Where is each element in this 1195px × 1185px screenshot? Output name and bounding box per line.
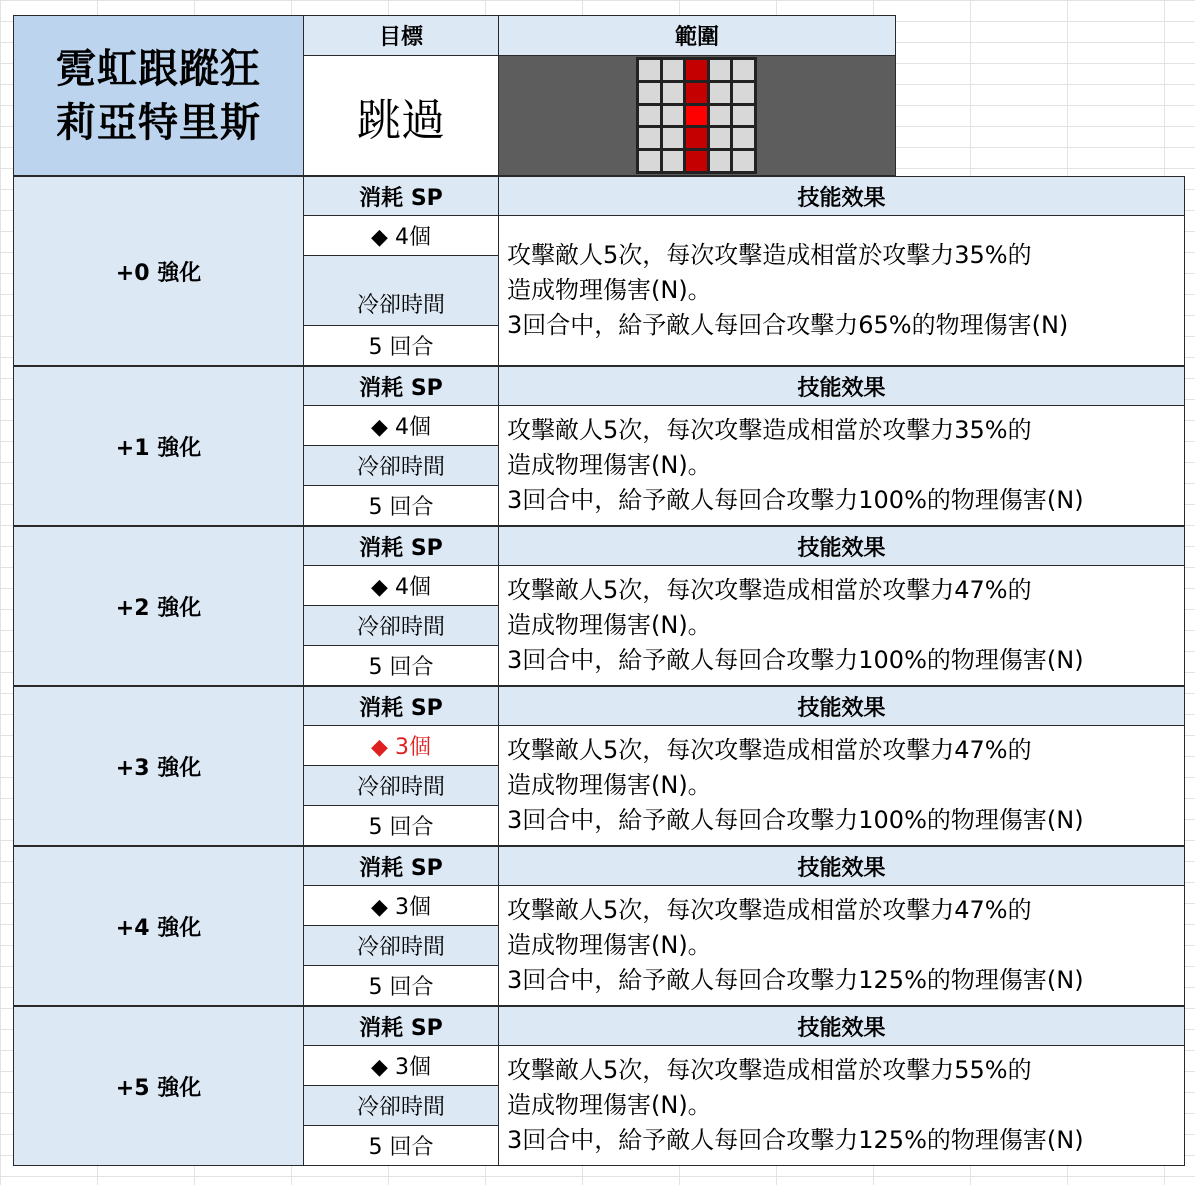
effect-text[interactable] (498, 405, 1185, 526)
area-tile (710, 128, 731, 148)
effect-line: 造成物理傷害(N)。 (507, 276, 712, 304)
area-tile (733, 83, 754, 103)
cooldown-label[interactable]: 冷卻時間 (303, 605, 499, 646)
area-tile (710, 60, 731, 80)
level-label[interactable]: +2 強化 (13, 526, 304, 686)
effect-header[interactable]: 技能效果 (498, 176, 1185, 216)
cooldown-turns[interactable]: 5 回合 (303, 965, 499, 1006)
level-label[interactable]: +0 強化 (13, 176, 304, 366)
area-tile (733, 60, 754, 80)
area-tile (663, 128, 684, 148)
effect-header[interactable]: 技能效果 (498, 846, 1185, 886)
sp-header[interactable]: 消耗 SP (303, 526, 499, 566)
area-tile-hit (686, 128, 707, 148)
cooldown-label[interactable]: 冷卻時間 (303, 445, 499, 486)
effect-lines (507, 893, 1084, 998)
cooldown-label[interactable]: 冷卻時間 (303, 1085, 499, 1126)
sp-cost[interactable]: ◆ 3個 (303, 885, 499, 926)
sp-header[interactable]: 消耗 SP (303, 846, 499, 886)
skill-name-line1: 霓虹跟蹤狂 (56, 45, 261, 92)
effect-text[interactable] (498, 1045, 1185, 1166)
area-tile (663, 106, 684, 126)
effect-line: 3回合中，給予敵人每回合攻擊力100%的物理傷害(N) (507, 486, 1084, 514)
target-header[interactable]: 目標 (303, 15, 499, 56)
effect-line: 造成物理傷害(N)。 (507, 1091, 712, 1119)
effect-line: 3回合中，給予敵人每回合攻擊力65%的物理傷害(N) (507, 311, 1069, 339)
effect-line: 攻擊敵人5次，每次攻擊造成相當於攻擊力47%的 (507, 896, 1032, 924)
area-tile-hit (686, 151, 707, 171)
effect-line: 造成物理傷害(N)。 (507, 931, 712, 959)
area-tile (710, 151, 731, 171)
area-pattern (636, 57, 757, 174)
area-header[interactable]: 範圍 (498, 15, 896, 56)
effect-line: 3回合中，給予敵人每回合攻擊力125%的物理傷害(N) (507, 1126, 1084, 1154)
effect-header[interactable]: 技能效果 (498, 1006, 1185, 1046)
effect-text[interactable] (498, 725, 1185, 846)
area-tile (733, 106, 754, 126)
effect-line: 攻擊敵人5次，每次攻擊造成相當於攻擊力35%的 (507, 241, 1032, 269)
effect-text[interactable] (498, 885, 1185, 1006)
effect-line: 造成物理傷害(N)。 (507, 611, 712, 639)
sp-cost[interactable]: ◆ 4個 (303, 565, 499, 606)
sp-header[interactable]: 消耗 SP (303, 366, 499, 406)
area-tile (639, 106, 660, 126)
target-value[interactable]: 跳過 (303, 55, 499, 176)
area-tile (733, 151, 754, 171)
effect-text[interactable] (498, 215, 1185, 366)
area-tile-hit (686, 60, 707, 80)
sp-header[interactable]: 消耗 SP (303, 176, 499, 216)
area-tile (710, 83, 731, 103)
level-label[interactable]: +4 強化 (13, 846, 304, 1006)
effect-line: 造成物理傷害(N)。 (507, 451, 712, 479)
effect-lines (507, 413, 1084, 518)
area-tile (663, 60, 684, 80)
skill-name-line2: 莉亞特里斯 (56, 99, 261, 146)
sp-cost[interactable]: ◆ 4個 (303, 405, 499, 446)
effect-header[interactable]: 技能效果 (498, 686, 1185, 726)
sp-cost[interactable]: ◆ 3個 (303, 725, 499, 766)
cooldown-turns[interactable]: 5 回合 (303, 645, 499, 686)
effect-line: 攻擊敵人5次，每次攻擊造成相當於攻擊力55%的 (507, 1056, 1032, 1084)
cooldown-label[interactable]: 冷卻時間 (303, 765, 499, 806)
area-tile (663, 83, 684, 103)
cooldown-label[interactable]: 冷卻時間 (303, 925, 499, 966)
sp-cost[interactable]: ◆ 3個 (303, 1045, 499, 1086)
effect-text[interactable] (498, 565, 1185, 686)
effect-header[interactable]: 技能效果 (498, 366, 1185, 406)
effect-line: 攻擊敵人5次，每次攻擊造成相當於攻擊力47%的 (507, 576, 1032, 604)
level-label[interactable]: +5 強化 (13, 1006, 304, 1166)
effect-line: 3回合中，給予敵人每回合攻擊力100%的物理傷害(N) (507, 646, 1084, 674)
effect-lines (507, 238, 1068, 343)
effect-line: 3回合中，給予敵人每回合攻擊力100%的物理傷害(N) (507, 806, 1084, 834)
effect-line: 攻擊敵人5次，每次攻擊造成相當於攻擊力47%的 (507, 736, 1032, 764)
area-tile-hit (686, 106, 707, 126)
sp-cost[interactable]: ◆ 4個 (303, 215, 499, 256)
cooldown-turns[interactable]: 5 回合 (303, 805, 499, 846)
area-tile (639, 151, 660, 171)
skill-name-cell[interactable] (13, 15, 304, 176)
sp-header[interactable]: 消耗 SP (303, 1006, 499, 1046)
area-tile (639, 83, 660, 103)
effect-line: 造成物理傷害(N)。 (507, 771, 712, 799)
area-tile (710, 106, 731, 126)
sp-header[interactable]: 消耗 SP (303, 686, 499, 726)
area-tile (639, 128, 660, 148)
cooldown-turns[interactable]: 5 回合 (303, 485, 499, 526)
level-label[interactable]: +1 強化 (13, 366, 304, 526)
cooldown-turns[interactable]: 5 回合 (303, 1125, 499, 1166)
area-tile (639, 60, 660, 80)
effect-line: 攻擊敵人5次，每次攻擊造成相當於攻擊力35%的 (507, 416, 1032, 444)
effect-line: 3回合中，給予敵人每回合攻擊力125%的物理傷害(N) (507, 966, 1084, 994)
area-tile-hit (686, 83, 707, 103)
level-label[interactable]: +3 強化 (13, 686, 304, 846)
effect-lines (507, 1053, 1084, 1158)
effect-lines (507, 733, 1084, 838)
area-tile (663, 151, 684, 171)
cooldown-label[interactable]: 冷卻時間 (303, 255, 499, 326)
effect-lines (507, 573, 1084, 678)
area-tile (733, 128, 754, 148)
effect-header[interactable]: 技能效果 (498, 526, 1185, 566)
cooldown-turns[interactable]: 5 回合 (303, 325, 499, 366)
